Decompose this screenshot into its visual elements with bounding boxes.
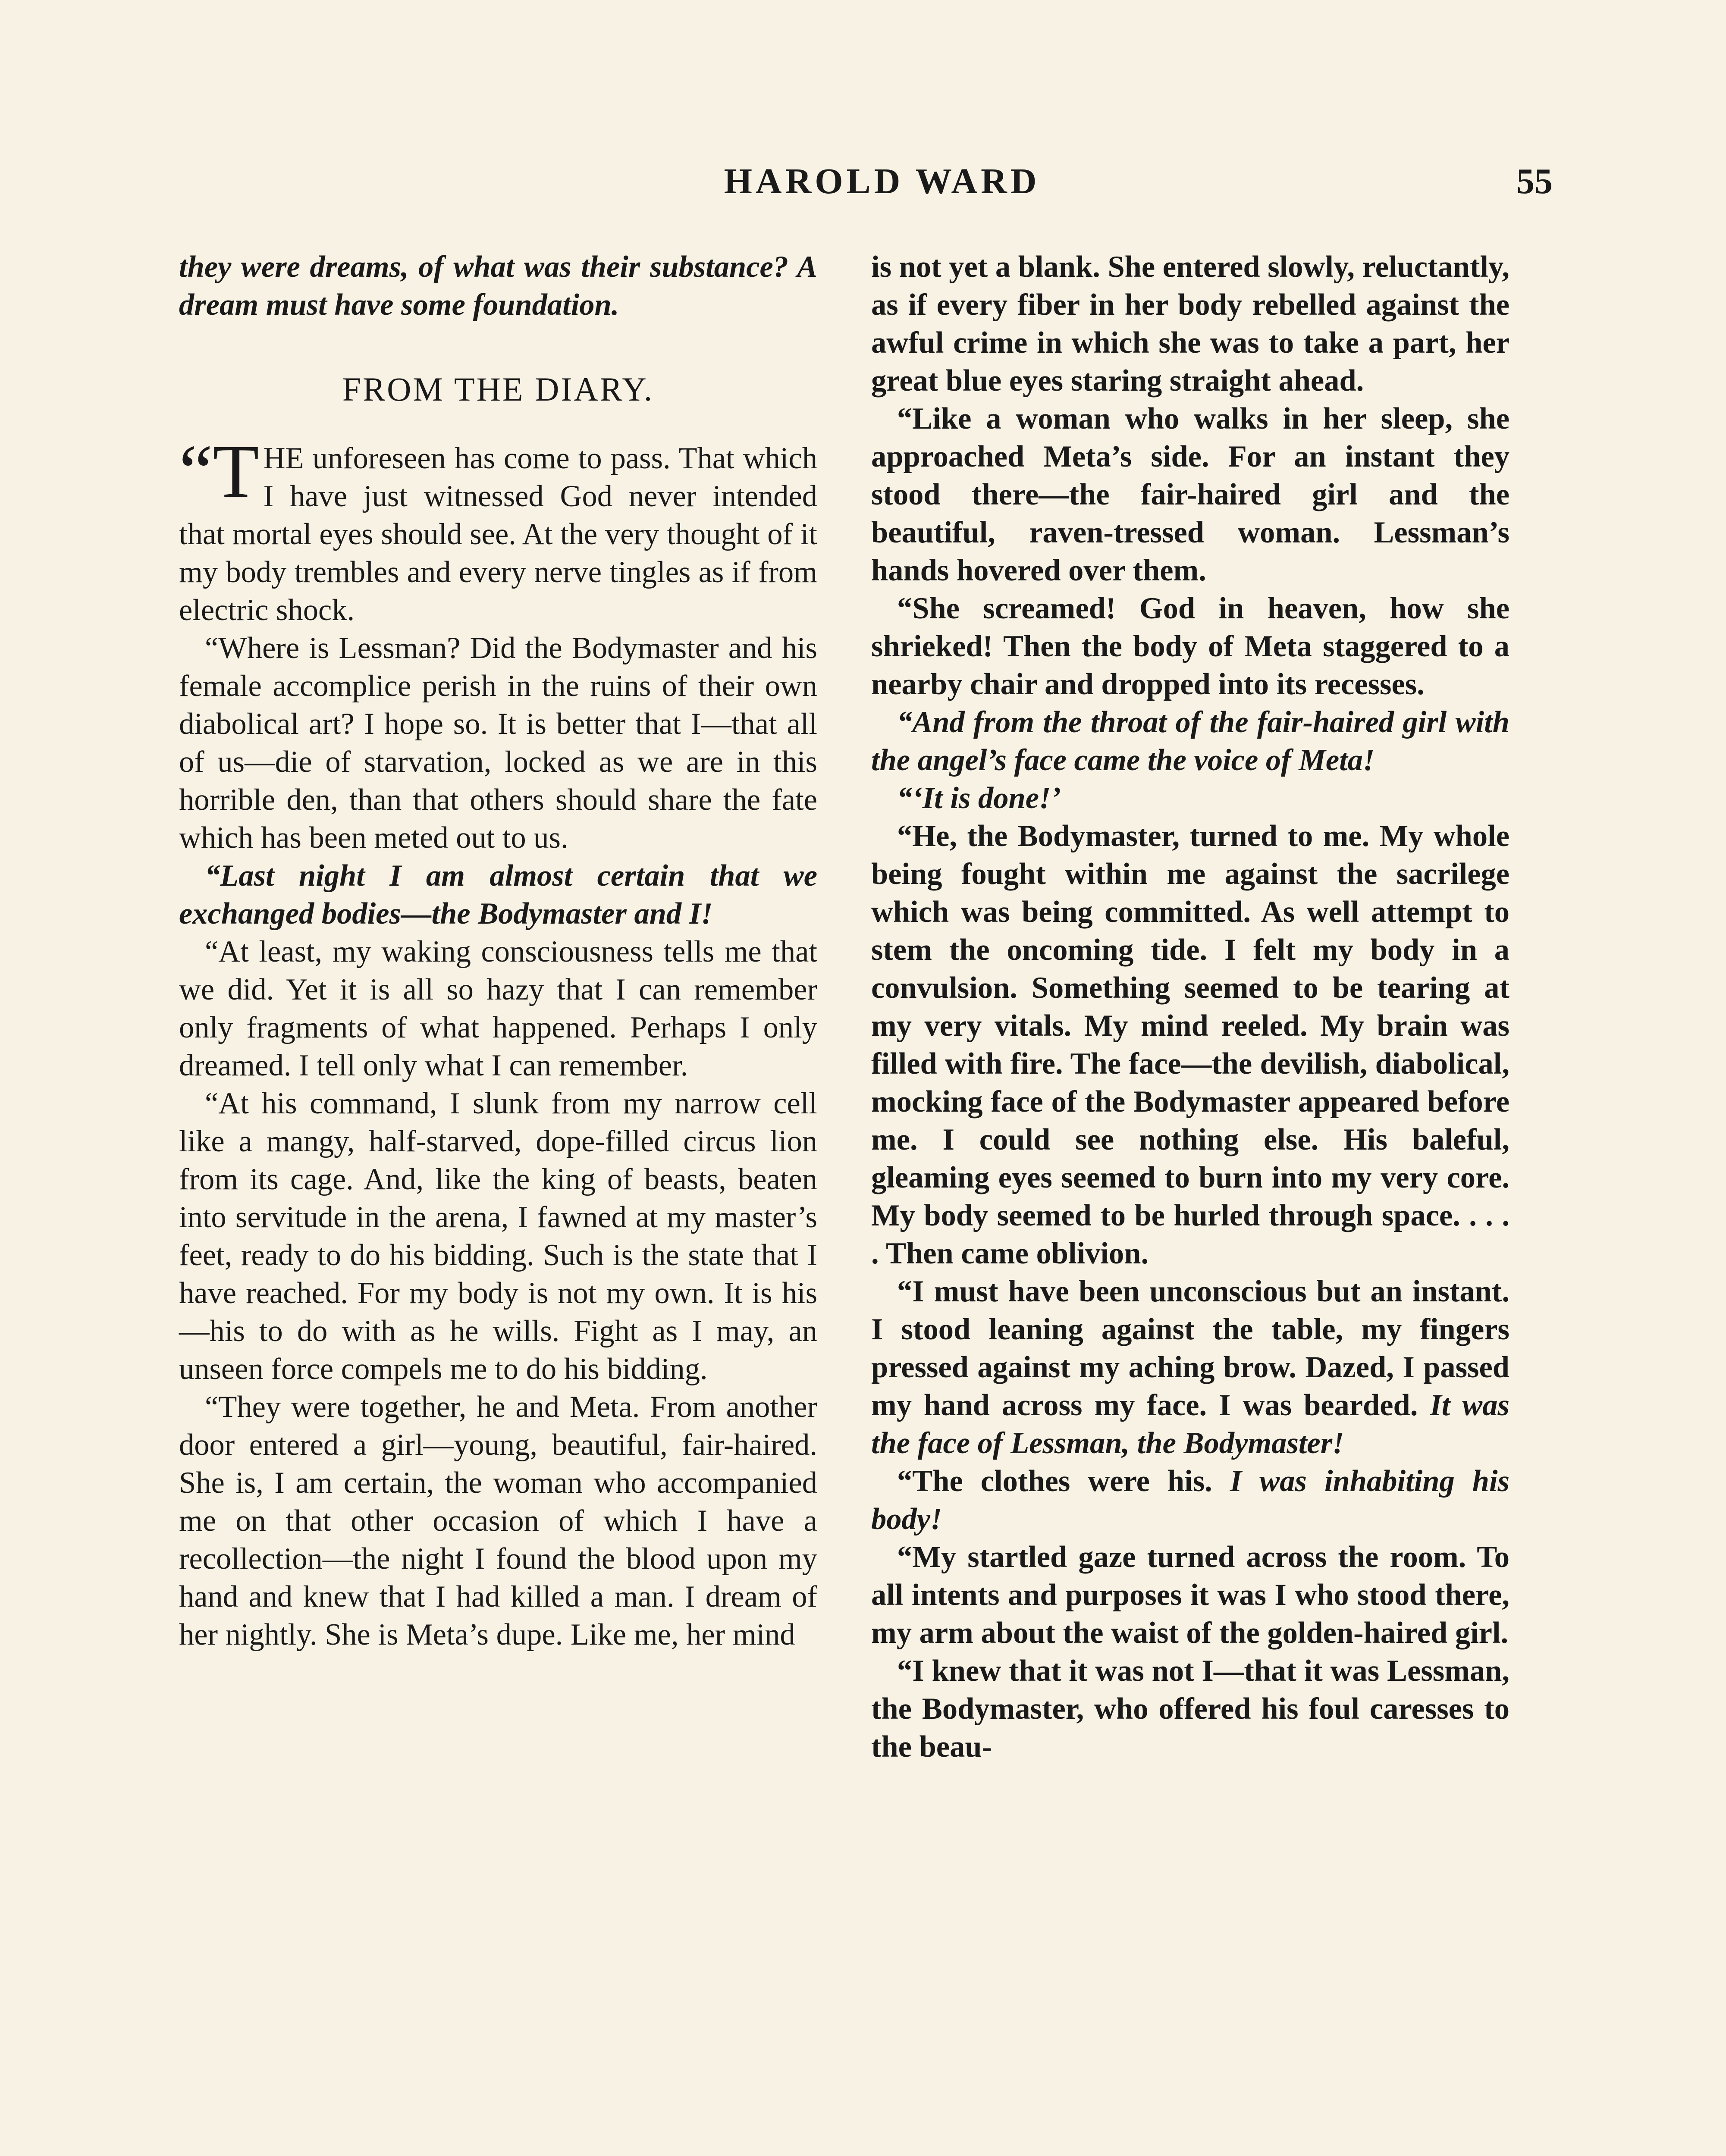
diary-paragraph [871,1272,1509,1462]
drop-cap-letter: T [213,429,259,514]
right-column [871,248,1509,1766]
diary-paragraph-text: “The clothes were his. [897,1464,1230,1498]
diary-paragraph [871,1462,1509,1538]
diary-italic-phrase: It was the face of Lessman, the Bodymaster! [871,1388,1509,1460]
diary-italic-phrase: I was inhabiting his body! [871,1464,1510,1536]
diary-paragraph: “My startled gaze turned across the room. To all intents and purposes it was I who stood there, my arm about the waist of the golden-haired girl. [871,1540,1509,1650]
diary-paragraph-text: “I must have been unconscious but an instant. I stood leaning against the table, my fingers pressed against my aching brow. Dazed, I passed my hand across my face. I was bearded. [871,1275,1509,1422]
diary-paragraph: “He, the Bodymaster, turned to me. My whole being fought within me against the sacrilege which was being committed. As well attempt to stem the oncoming tide. I felt my body in a convulsion. Something seemed to be tearing at my very vitals. My mind reeled. My brain was filled with fire. The face—the devilish, diabolical, mocking face of the Bodymaster appeared before me. I could see nothing else. His baleful, gleaming eyes seemed to burn into my very core. My body seemed to be hurled through space. . . . . Then came oblivion. [871,819,1509,1270]
diary-paragraph: “I knew that it was not I—that it was Lessman, the Bodymaster, who offered his foul caresses to the beau- [871,1654,1509,1764]
running-header [211,160,1553,216]
diary-paragraph-text: HE unforeseen has come to pass. That which I have just witnessed God never intended that mortal eyes should see. At the very thought of it my body trembles and every nerve tingles as if from electric shock. [179,442,817,627]
section-heading: FROM THE DIARY. [342,370,654,408]
diary-paragraph: “She screamed! God in heaven, how she shrieked! Then the body of Meta staggered to a nearby chair and dropped into its recesses. [871,592,1509,701]
diary-paragraph: “At least, my waking consciousness tells me that we did. Yet it is all so hazy that I can remember only fragments of what happened. Perhaps I only dreamed. I tell only what I can remember. [179,935,817,1082]
diary-paragraph: is not yet a blank. She entered slowly, reluctantly, as if every fiber in her body rebelled against the awful crime in which she was to take a part, her great blue eyes staring straight ahead. [871,250,1509,398]
open-quote: “ [179,429,213,514]
diary-paragraph-italic: “And from the throat of the fair-haired girl with the angel’s face came the voice of Meta! [871,705,1509,777]
diary-paragraph [179,429,817,629]
diary-paragraph: “They were together, he and Meta. From another door entered a girl—young, beautiful, fair-haired. She is, I am certain, the woman who accompanied me on that other occasion of which I have a recollection—the night I found the blood upon my hand and knew that I had killed a man. I dream of her nightly. She is Meta’s dupe. Like me, her mind [179,1390,817,1651]
left-column [179,248,817,1654]
page-number: 55 [1516,161,1553,201]
drop-cap [179,429,259,514]
running-title: HAROLD WARD [724,161,1040,201]
intro-paragraph: they were dreams, of what was their substance? A dream must have some foundation. [179,250,817,322]
diary-paragraph-italic: “‘It is done!’ [897,781,1061,815]
diary-paragraph: “Like a woman who walks in her sleep, she approached Meta’s side. For an instant they stood there—the fair-haired girl and the beautiful, raven-tressed woman. Lessman’s hands hovered over them. [871,402,1509,587]
diary-paragraph: “At his command, I slunk from my narrow cell like a mangy, half-starved, dope-filled circus lion from its cage. And, like the king of beasts, beaten into servitude in the arena, I fawned at my master’s feet, ready to do his bidding. Such is the state that I have reached. For my body is not my own. It is his—his to do with as he wills. Fight as I may, an unseen force compels me to do his bidding. [179,1087,817,1386]
diary-paragraph-italic: “Last night I am almost certain that we exchanged bodies—the Bodymaster and I! [179,859,817,931]
diary-paragraph: “Where is Lessman? Did the Bodymaster and his female accomplice perish in the ruins of their own diabolical art? I hope so. It is better that I—that all of us—die of starvation, locked as we are in this horrible den, than that others should share the fate which has been meted out to us. [179,631,817,855]
